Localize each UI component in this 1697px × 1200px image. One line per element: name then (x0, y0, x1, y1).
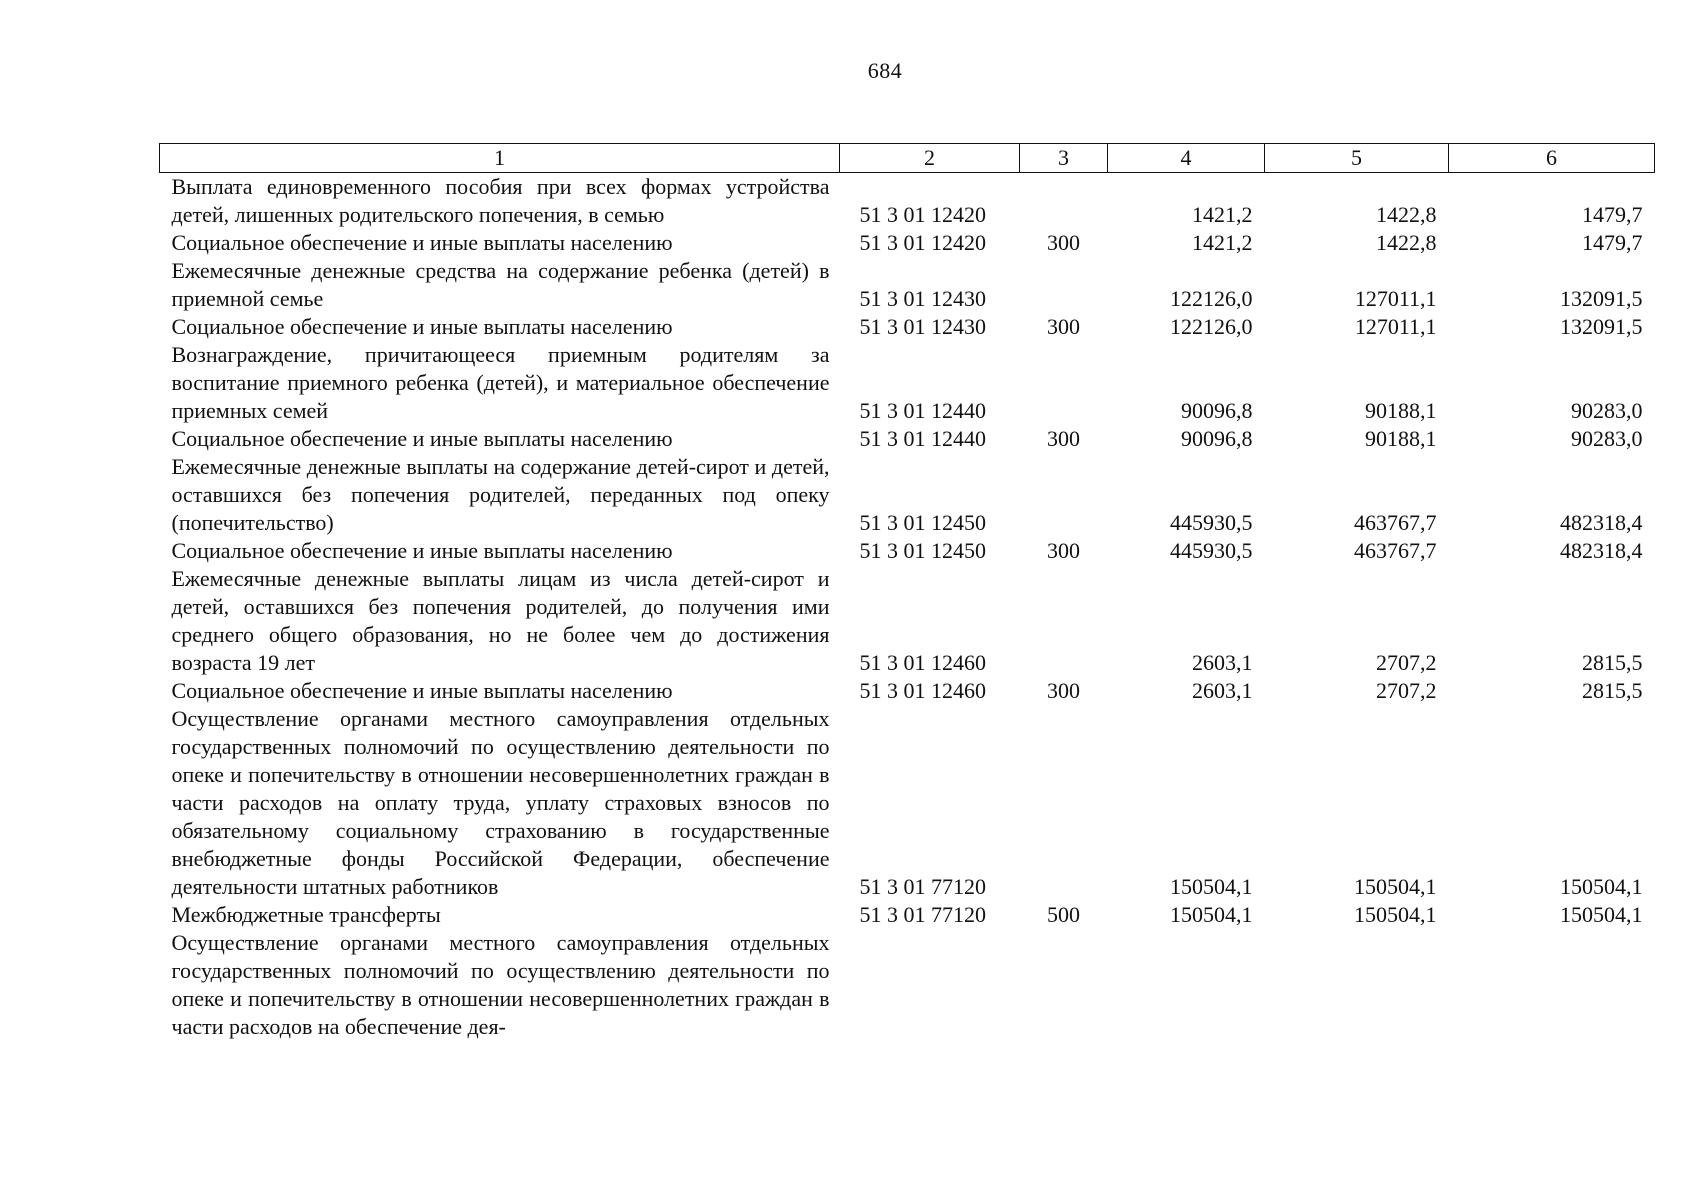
table-row (160, 313, 1655, 341)
row-expense-type (1020, 257, 1108, 313)
row-expense-type (1020, 705, 1108, 901)
row-code (840, 929, 1020, 1041)
row-code: 51 3 01 12420 (859, 202, 986, 227)
header-col-1: 1 (160, 144, 840, 173)
page-number: 684 (867, 58, 903, 83)
table-row (160, 929, 1655, 1041)
row-value-col5: 127011,1 (1354, 314, 1437, 339)
row-value-col4: 122126,0 (1170, 286, 1253, 311)
row-name: Социальное обеспечение и иные выплаты населению (171, 538, 673, 563)
row-value-col6: 1479,7 (1582, 202, 1643, 227)
row-code: 51 3 01 12430 (859, 314, 986, 339)
budget-table (159, 143, 1655, 1041)
row-value-col6: 1479,7 (1582, 230, 1643, 255)
row-expense-type: 300 (1047, 314, 1080, 339)
row-code: 51 3 01 12460 (859, 650, 986, 675)
row-name: Социальное обеспечение и иные выплаты населению (171, 314, 673, 339)
table-row (160, 229, 1655, 257)
table-row (160, 565, 1655, 677)
table-row (160, 537, 1655, 565)
row-value-col5: 463767,7 (1354, 538, 1437, 563)
table-header (160, 144, 1655, 173)
row-value-col5: 2707,2 (1376, 650, 1437, 675)
row-name: Социальное обеспечение и иные выплаты населению (171, 426, 673, 451)
row-value-col5: 463767,7 (1354, 510, 1437, 535)
row-value-col5: 90188,1 (1365, 426, 1437, 451)
table-row (160, 901, 1655, 929)
row-value-col4: 150504,1 (1170, 902, 1253, 927)
row-value-col4: 445930,5 (1170, 510, 1253, 535)
row-value-col6: 150504,1 (1560, 874, 1643, 899)
row-value-col4: 150504,1 (1170, 874, 1253, 899)
header-col-5: 5 (1265, 144, 1449, 173)
row-expense-type (1020, 341, 1108, 425)
table-body (160, 173, 1655, 1042)
row-name: Ежемесячные денежные выплаты лицам из числа детей-сирот и детей, оставшихся без попечения родителей, до получения ими среднего общего образования, но не более чем до достижения возраста 19 лет (171, 566, 830, 675)
row-value-col6: 2815,5 (1582, 678, 1643, 703)
row-expense-type: 300 (1047, 678, 1080, 703)
table-row (160, 257, 1655, 313)
table-row (160, 425, 1655, 453)
row-value-col4: 90096,8 (1181, 426, 1253, 451)
row-expense-type: 300 (1047, 426, 1080, 451)
row-expense-type (1020, 565, 1108, 677)
row-expense-type (1020, 453, 1108, 537)
row-expense-type: 500 (1047, 902, 1080, 927)
row-value-col4: 1421,2 (1192, 202, 1253, 227)
row-name: Вознаграждение, причитающееся приемным родителям за воспитание приемного ребенка (детей), и материальное обеспечение приемных семей (171, 342, 830, 423)
row-value-col6: 132091,5 (1560, 286, 1643, 311)
row-value-col4: 445930,5 (1170, 538, 1253, 563)
row-value-col6: 482318,4 (1560, 510, 1643, 535)
row-value-col5: 90188,1 (1365, 398, 1437, 423)
row-name: Осуществление органами местного самоуправления отдельных государственных полномочий по осуществлению деятельности по опеке и попечительству в отношении несовершеннолетних граждан в части расходов на оплату труда, уплату страховых взносов по обязательному социальному страхованию в государственные внебюджетные фонды Российской Федерации, обеспечение деятельности штатных работников (171, 706, 830, 899)
row-value-col5 (1265, 929, 1449, 1041)
table-row (160, 453, 1655, 537)
row-name: Осуществление органами местного самоуправления отдельных государственных полномочий по осуществлению деятельности по опеке и попечительству в отношении несовершеннолетних граждан в части расходов на обеспечение дея- (171, 930, 830, 1039)
row-value-col6: 90283,0 (1571, 398, 1643, 423)
header-col-2: 2 (840, 144, 1020, 173)
row-code: 51 3 01 12450 (859, 510, 986, 535)
row-value-col6: 482318,4 (1560, 538, 1643, 563)
row-value-col4: 122126,0 (1170, 314, 1253, 339)
row-value-col5: 1422,8 (1376, 202, 1437, 227)
row-value-col4: 2603,1 (1192, 650, 1253, 675)
row-value-col4: 2603,1 (1192, 678, 1253, 703)
row-value-col6: 132091,5 (1560, 314, 1643, 339)
row-value-col5: 150504,1 (1354, 902, 1437, 927)
row-name: Ежемесячные денежные выплаты на содержание детей-сирот и детей, оставшихся без попечения родителей, переданных под опеку (попечительство) (171, 454, 830, 535)
row-value-col6: 90283,0 (1571, 426, 1643, 451)
row-value-col4 (1108, 929, 1265, 1041)
row-value-col6: 2815,5 (1582, 650, 1643, 675)
row-value-col4: 1421,2 (1192, 230, 1253, 255)
header-col-3: 3 (1020, 144, 1108, 173)
table-row (160, 173, 1655, 230)
row-code: 51 3 01 12450 (859, 538, 986, 563)
row-value-col5: 150504,1 (1354, 874, 1437, 899)
row-name: Ежемесячные денежные средства на содержание ребенка (детей) в приемной семье (171, 258, 830, 311)
row-name: Социальное обеспечение и иные выплаты населению (171, 230, 673, 255)
row-code: 51 3 01 12430 (859, 286, 986, 311)
row-value-col4: 90096,8 (1181, 398, 1253, 423)
row-value-col6 (1449, 929, 1655, 1041)
row-code: 51 3 01 77120 (859, 902, 986, 927)
row-expense-type: 300 (1047, 538, 1080, 563)
table-row (160, 705, 1655, 901)
header-row (160, 144, 1655, 173)
header-col-4: 4 (1108, 144, 1265, 173)
row-value-col5: 1422,8 (1376, 230, 1437, 255)
row-expense-type: 300 (1047, 230, 1080, 255)
row-code: 51 3 01 77120 (859, 874, 986, 899)
table-row (160, 677, 1655, 705)
row-code: 51 3 01 12420 (859, 230, 986, 255)
row-expense-type (1020, 173, 1108, 230)
row-value-col5: 127011,1 (1354, 286, 1437, 311)
row-expense-type (1020, 929, 1108, 1041)
row-value-col6: 150504,1 (1560, 902, 1643, 927)
row-name: Выплата единовременного пособия при всех формах устройства детей, лишенных родительского попечения, в семью (171, 174, 830, 227)
row-code: 51 3 01 12440 (859, 426, 986, 451)
row-value-col5: 2707,2 (1376, 678, 1437, 703)
row-code: 51 3 01 12460 (859, 678, 986, 703)
table-row (160, 341, 1655, 425)
row-name: Социальное обеспечение и иные выплаты населению (171, 678, 673, 703)
row-code: 51 3 01 12440 (859, 398, 986, 423)
row-name: Межбюджетные трансферты (171, 902, 441, 927)
header-col-6: 6 (1449, 144, 1655, 173)
